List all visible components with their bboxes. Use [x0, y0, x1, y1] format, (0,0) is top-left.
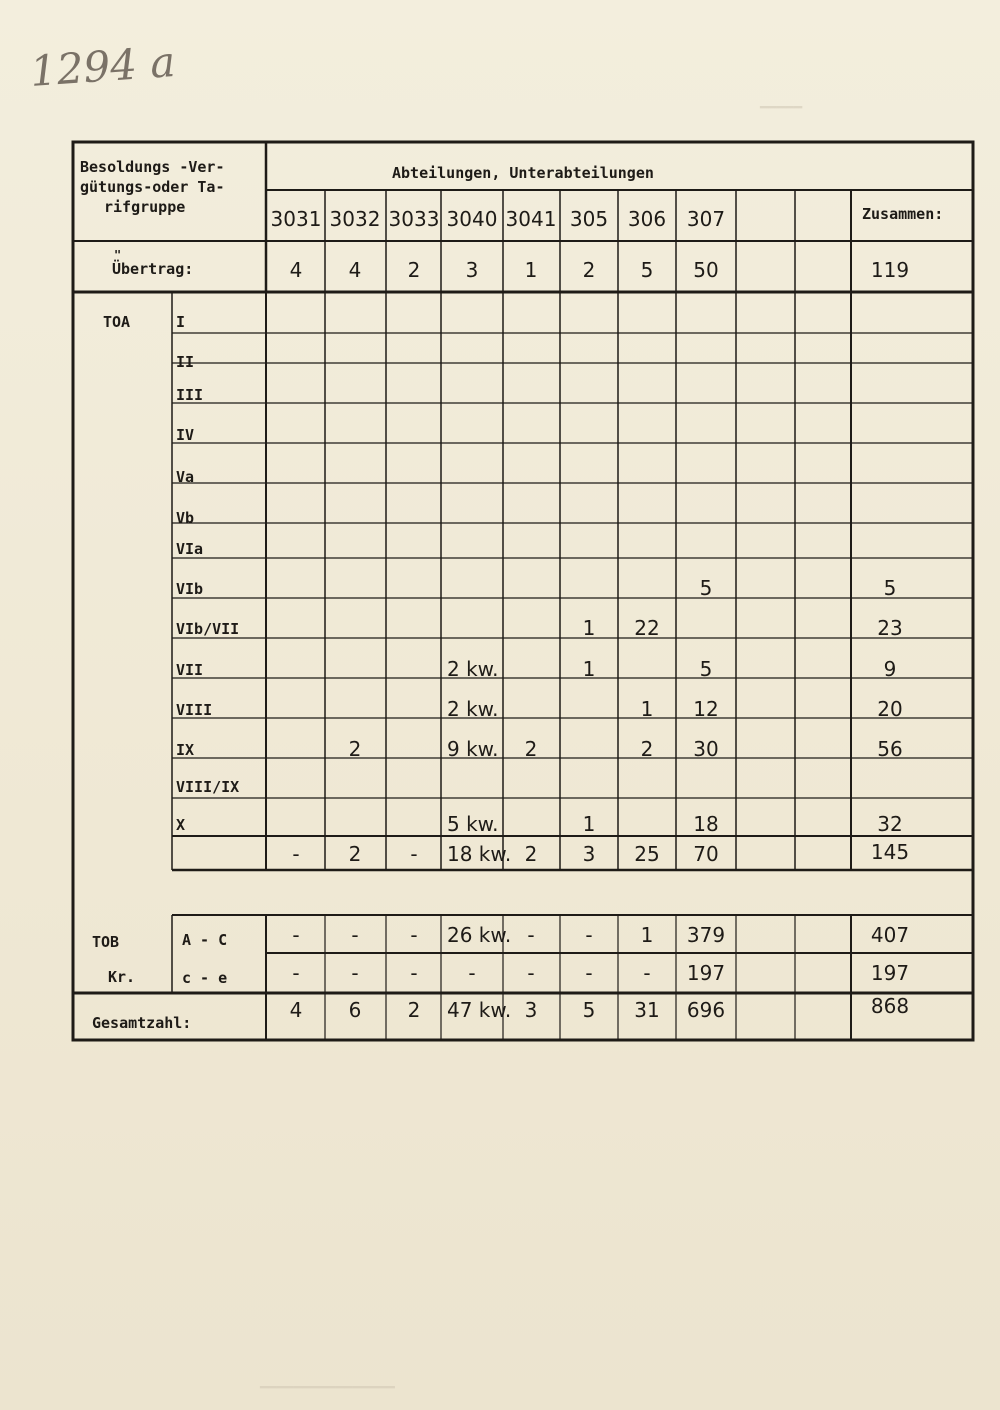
- toa-grade-label: I: [176, 313, 186, 331]
- toa-grade-label: VII: [176, 661, 204, 679]
- table-cell: 30: [693, 737, 719, 761]
- table-cell: 1: [582, 616, 596, 640]
- tob-label: TOB: [92, 933, 120, 951]
- table-cell: 18: [693, 812, 719, 836]
- grand-total-cell: 31: [634, 998, 660, 1022]
- grand-total-value: 868: [870, 994, 910, 1018]
- table-cell: 9 kw.: [447, 737, 499, 761]
- carryover-cell: 1: [524, 258, 538, 282]
- carryover-cell: 4: [289, 258, 303, 282]
- tob-kr-label: Kr.: [108, 968, 136, 986]
- tob-grade-label: c - e: [182, 969, 228, 987]
- table-cell: 197: [686, 961, 726, 985]
- table-cell: 1: [640, 697, 654, 721]
- table-cell: -: [585, 923, 593, 947]
- total-column-header: Zusammen:: [862, 205, 944, 223]
- table-cell: -: [292, 923, 300, 947]
- subtotal-cell: 2: [524, 842, 538, 866]
- table-cell: 5: [699, 657, 713, 681]
- grand-total-cell: 5: [582, 998, 596, 1022]
- column-header-3032: 3032: [329, 207, 381, 231]
- row-total: 5: [883, 576, 897, 600]
- carryover-cell: 2: [582, 258, 596, 282]
- toa-grade-label: Va: [176, 468, 195, 486]
- toa-grade-label: VIa: [176, 540, 204, 558]
- table-cell: 1: [582, 657, 596, 681]
- carryover-cell: 3: [465, 258, 479, 282]
- row-total: 407: [870, 923, 910, 947]
- table-cell: 2: [640, 737, 654, 761]
- table-cell: 379: [686, 923, 726, 947]
- column-header-3031: 3031: [270, 207, 322, 231]
- toa-label: TOA: [103, 313, 131, 331]
- column-header-3040: 3040: [446, 207, 498, 231]
- table-cell: 1: [640, 923, 654, 947]
- handwritten-archive-number: 1294 a: [28, 36, 177, 97]
- toa-grade-label: VIII: [176, 701, 213, 719]
- toa-grade-label: X: [176, 816, 186, 834]
- subtotal-cell: 70: [693, 842, 719, 866]
- grand-total-cell: 47 kw.: [447, 998, 512, 1022]
- toa-grade-label: VIb/VII: [176, 620, 240, 638]
- column-header-307: 307: [686, 207, 726, 231]
- table-cell: -: [468, 961, 476, 985]
- table-cell: -: [585, 961, 593, 985]
- table-cell: -: [527, 923, 535, 947]
- group-header-line-3: rifgruppe: [104, 198, 186, 216]
- subtotal-total: 145: [870, 840, 910, 864]
- subtotal-cell: 2: [348, 842, 362, 866]
- subtotal-cell: 3: [582, 842, 596, 866]
- table-cell: -: [292, 961, 300, 985]
- grand-total-cell: 4: [289, 998, 303, 1022]
- bleed-through-mark: ━━━━━: [760, 100, 803, 116]
- column-header-3041: 3041: [505, 207, 557, 231]
- table-cell: 2 kw.: [447, 697, 499, 721]
- table-cell: 26 kw.: [447, 923, 512, 947]
- carryover-cell: 4: [348, 258, 362, 282]
- grand-total-cell: 6: [348, 998, 362, 1022]
- table-cell: 2: [524, 737, 538, 761]
- toa-grade-label: VIb: [176, 580, 204, 598]
- table-cell: 12: [693, 697, 719, 721]
- row-total: 197: [870, 961, 910, 985]
- grand-total-cell: 696: [686, 998, 726, 1022]
- table-cell: 5: [699, 576, 713, 600]
- row-total: 20: [877, 697, 903, 721]
- subtotal-cell: 25: [634, 842, 660, 866]
- table-cell: -: [351, 961, 359, 985]
- row-total: 23: [877, 616, 903, 640]
- grand-total-cell: 2: [407, 998, 421, 1022]
- toa-grade-label: IX: [176, 741, 195, 759]
- column-header-305: 305: [569, 207, 609, 231]
- table-cell: 2: [348, 737, 362, 761]
- table-cell: 5 kw.: [447, 812, 499, 836]
- table-cell: -: [410, 961, 418, 985]
- table-cell: -: [410, 923, 418, 947]
- subtotal-cell: -: [292, 842, 300, 866]
- group-header-line-1: Besoldungs -Ver-: [80, 158, 225, 176]
- carryover-label: Übertrag:: [112, 260, 194, 278]
- table-cell: 22: [634, 616, 660, 640]
- toa-grade-label: III: [176, 386, 204, 404]
- subtotal-cell: -: [410, 842, 418, 866]
- row-total: 56: [877, 737, 903, 761]
- toa-grade-label: II: [176, 353, 195, 371]
- carryover-cell: 50: [693, 258, 719, 282]
- group-header-line-2: gütungs-oder Ta-: [80, 178, 225, 196]
- grand-total-label: Gesamtzahl:: [92, 1014, 192, 1032]
- table-cell: 1: [582, 812, 596, 836]
- carryover-cell: 2: [407, 258, 421, 282]
- table-cell: -: [351, 923, 359, 947]
- subtotal-cell: 18 kw.: [447, 842, 512, 866]
- toa-grade-label: Vb: [176, 509, 195, 527]
- carryover-total: 119: [870, 258, 910, 282]
- tob-grade-label: A - C: [182, 931, 228, 949]
- grand-total-cell: 3: [524, 998, 538, 1022]
- row-total: 32: [877, 812, 903, 836]
- column-header-306: 306: [627, 207, 667, 231]
- toa-grade-label: IV: [176, 426, 195, 444]
- departments-header: Abteilungen, Unterabteilungen: [392, 164, 654, 182]
- table-cell: -: [643, 961, 651, 985]
- toa-grade-label: VIII/IX: [176, 778, 240, 796]
- row-total: 9: [883, 657, 897, 681]
- table-cell: -: [527, 961, 535, 985]
- carryover-quote-mark: ": [114, 248, 122, 262]
- column-header-3033: 3033: [388, 207, 440, 231]
- bleed-through-mark: ━━━━━━━━━━━━━━━━: [260, 1380, 395, 1396]
- carryover-cell: 5: [640, 258, 654, 282]
- table-cell: 2 kw.: [447, 657, 499, 681]
